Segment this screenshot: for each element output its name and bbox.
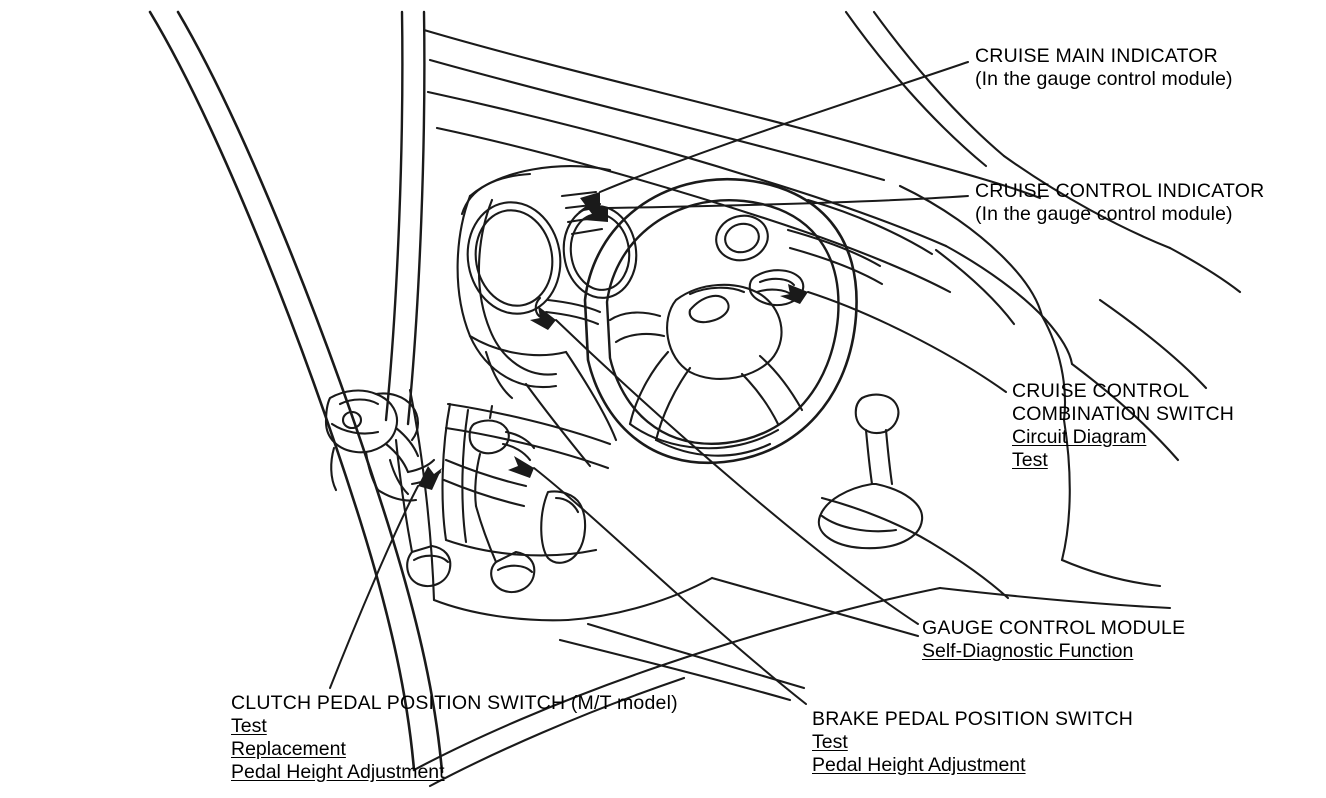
link-circuit-diagram[interactable]: Circuit Diagram: [1012, 426, 1147, 448]
link-pedal-height-adjustment[interactable]: Pedal Height Adjustment: [812, 754, 1026, 776]
callout-link-row: [922, 640, 1185, 663]
callout-subtitle: (In the gauge control module): [975, 203, 1233, 225]
link-test[interactable]: Test: [231, 715, 267, 737]
link-test[interactable]: Test: [1012, 449, 1048, 471]
link-self-diagnostic-function[interactable]: Self-Diagnostic Function: [922, 640, 1134, 662]
callout-link-row: [1012, 426, 1234, 449]
callout-cruise-control-combination-switch: [1012, 380, 1234, 472]
callout-title: CLUTCH PEDAL POSITION SWITCH (M/T model): [231, 692, 678, 714]
callout-cruise-main-indicator: [975, 45, 1233, 91]
link-replacement[interactable]: Replacement: [231, 738, 346, 760]
callout-subtitle: (In the gauge control module): [975, 68, 1233, 90]
callout-link-row: [812, 754, 1133, 777]
link-pedal-height-adjustment[interactable]: Pedal Height Adjustment: [231, 761, 445, 783]
callout-gauge-control-module: [922, 617, 1185, 663]
callout-title: GAUGE CONTROL MODULE: [922, 617, 1186, 639]
callout-brake-pedal-position-switch: [812, 708, 1133, 777]
callout-link-row: [812, 731, 1133, 754]
callout-link-row: [231, 761, 678, 784]
callout-clutch-pedal-position-switch: [231, 692, 678, 784]
callout-title: CRUISE CONTROL INDICATOR: [975, 180, 1265, 202]
callout-title: CRUISE CONTROL: [1012, 380, 1190, 402]
callout-link-row: [231, 715, 678, 738]
callout-title: BRAKE PEDAL POSITION SWITCH: [812, 708, 1134, 730]
link-test[interactable]: Test: [812, 731, 848, 753]
callout-link-row: [231, 738, 678, 761]
callout-title: CRUISE MAIN INDICATOR: [975, 45, 1218, 67]
callout-cruise-control-indicator: [975, 180, 1264, 226]
callout-title-line2: COMBINATION SWITCH: [1012, 403, 1235, 425]
callout-link-row: [1012, 449, 1234, 472]
